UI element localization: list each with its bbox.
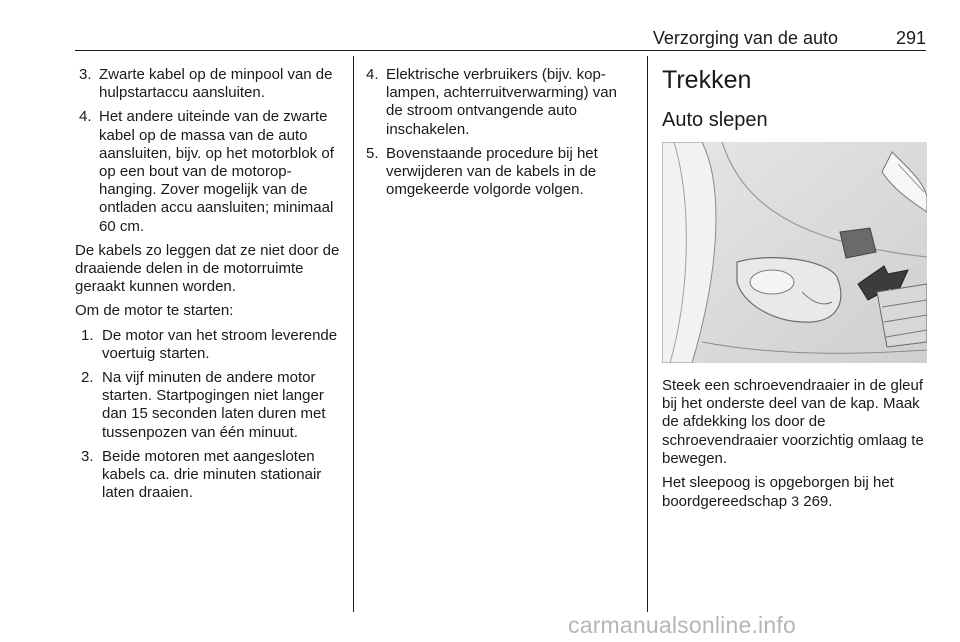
watermark: carmanualsonline.info [568,612,796,638]
list-number: 2. [81,369,94,387]
page-number: 291 [895,28,926,48]
paragraph: Het sleepoog is opgeborgen bij het boordgereedschap 3 269. [662,474,894,511]
list-number: 4. [366,66,379,83]
list-text: Beide motoren met aangesloten kabels ca. drie minuten stationair laten draaien. [102,447,322,502]
car-front-illustration [662,142,927,363]
subsection-heading: Auto slepen [662,109,768,131]
list-item [75,369,342,442]
list-text: Zwarte kabel op de minpool van de hulpstartaccu aansluiten. [99,66,333,102]
paragraph: De kabels zo leggen dat ze niet door de draaiende delen in de motorruimte geraakt kunnen worden. [75,241,340,296]
list-text: Bovenstaande procedure bij het verwijderen van de kabels in de omgekeerde volgorde volgen. [386,144,598,199]
header-title: Verzorging van de auto [652,28,838,48]
page-reference-icon: 3 [791,493,800,510]
list-number: 3. [81,447,94,465]
list-item [75,108,342,235]
list-item [75,448,342,503]
column-1 [75,66,342,508]
column-3 [662,66,928,517]
page-header [75,28,926,50]
page-reference: 269 [803,493,829,511]
column-divider-1 [353,56,354,612]
paragraph: Om de motor te starten: [75,302,234,320]
list-item [362,145,632,200]
paragraph-text: Het sleepoog is opgeborgen bij het boordgereedschap [662,474,894,511]
list-number: 5. [366,144,379,162]
list-text: Elektrische verbruikers (bijv. koplampen, achterruitverwarming) van de stroom ontvangende auto inschakelen. [386,66,617,138]
column-2 [362,66,632,205]
list-number: 1. [81,326,94,344]
list-item [362,66,632,139]
list-number: 3. [79,66,92,83]
paragraph: Steek een schroevendraaier in de gleuf bij het onderste deel van de kap. Maak de afdekking los door de schroevendraaier voorzichtig omlaag te bewegen. [662,377,924,467]
column-divider-2 [647,56,648,612]
list-text: Na vijf minuten de andere motor starten. Startpogingen niet langer dan 15 seconden laten duren met tussenpozen van één minuut. [102,369,326,441]
list-item [75,66,342,102]
list-number: 4. [79,108,92,126]
start-steps-list [75,327,342,503]
list-item [75,327,342,363]
header-rule [75,50,926,51]
list-text: Het andere uiteinde van de zwarte kabel op de massa van de auto aansluiten, bijv. op het motorblok of op een bout van de motorophanging. Zover mogelijk van de ontladen accu aansluiten; minimaal 60 cm. [99,108,334,235]
section-heading: Trekken [662,66,752,94]
list-text: De motor van het stroom leverende voertuig starten. [102,326,338,362]
